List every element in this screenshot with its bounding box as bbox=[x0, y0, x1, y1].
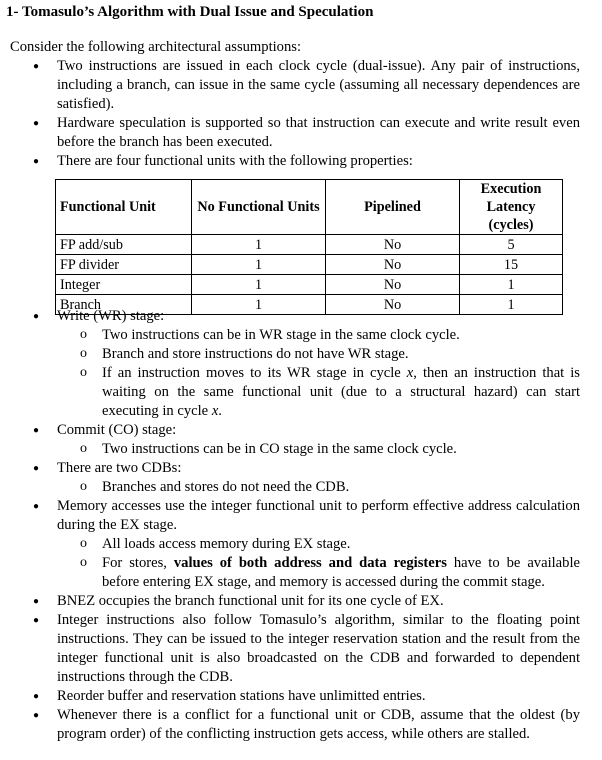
cycle-variable: x bbox=[211, 403, 219, 419]
memory-access-label: Memory accesses use the integer functional unit to perform effective address calculation during the EX stage. bbox=[57, 498, 580, 533]
list-item: ● Whenever there is a conflict for a functional unit or CDB, assume that the oldest (by program order) of the conflicting instruction gets access, while others are stalled. bbox=[0, 706, 602, 744]
cdb-sublist bbox=[57, 478, 580, 497]
table-cell: 1 bbox=[192, 255, 326, 275]
list-item bbox=[0, 307, 602, 421]
emphasis-text: values of both address and data registers bbox=[173, 555, 447, 571]
list-item bbox=[0, 459, 602, 497]
functional-unit-table bbox=[55, 179, 563, 315]
table-row bbox=[56, 255, 563, 275]
section-title: 1- Tomasulo’s Algorithm with Dual Issue and Speculation bbox=[6, 4, 374, 20]
co-stage-label: Commit (CO) stage: bbox=[57, 422, 177, 438]
assumption-list-top bbox=[0, 57, 602, 171]
list-item: ● Two instructions are issued in each clock cycle (dual-issue). Any pair of instructions, including a branch, can issue in the same cycle (assuming all necessary dependences are satisfied). bbox=[0, 57, 602, 114]
sub-list-item: o All loads access memory during EX stage. bbox=[57, 535, 580, 554]
table-row bbox=[56, 275, 563, 295]
table-cell: FP add/sub bbox=[56, 235, 192, 255]
table-cell: No bbox=[326, 255, 460, 275]
memory-sublist bbox=[57, 535, 580, 592]
cycle-variable: x bbox=[406, 365, 414, 381]
sub-list-item: o For stores, values of both address and data registers have to be available before entering EX stage, and memory is accessed during the commit stage. bbox=[57, 554, 580, 592]
table-cell: 1 bbox=[192, 275, 326, 295]
table-header: Functional Unit bbox=[56, 180, 192, 235]
wr-stage-label: Write (WR) stage: bbox=[57, 308, 165, 324]
list-item: ● BNEZ occupies the branch functional unit for its one cycle of EX. bbox=[0, 592, 602, 611]
table-header: No Functional Units bbox=[192, 180, 326, 235]
table-cell: 1 bbox=[192, 235, 326, 255]
intro-text: Consider the following architectural assumptions: bbox=[10, 39, 302, 55]
table-cell: No bbox=[326, 235, 460, 255]
table-cell: 1 bbox=[460, 275, 563, 295]
list-item: ● Hardware speculation is supported so that instruction can execute and write result even before the branch has been executed. bbox=[0, 114, 602, 152]
sub-list-item: o Branches and stores do not need the CDB. bbox=[57, 478, 580, 497]
wr-sublist bbox=[57, 326, 580, 421]
table-cell: 15 bbox=[460, 255, 563, 275]
table-cell: No bbox=[326, 295, 460, 315]
list-item bbox=[0, 497, 602, 592]
sub-list-item: o Two instructions can be in WR stage in the same clock cycle. bbox=[57, 326, 580, 345]
assumption-list-bottom bbox=[0, 307, 602, 744]
sub-list-item: o If an instruction moves to its WR stage in cycle x, then an instruction that is waiting on the same functional unit (due to a structural hazard) can start executing in cycle x. bbox=[57, 364, 580, 421]
sub-list-item: o Two instructions can be in CO stage in the same clock cycle. bbox=[57, 440, 580, 459]
list-item: ● Reorder buffer and reservation stations have unlimitted entries. bbox=[0, 687, 602, 706]
table-cell: No bbox=[326, 275, 460, 295]
table-header: Execution Latency (cycles) bbox=[460, 180, 563, 235]
sub-list-item: o Branch and store instructions do not have WR stage. bbox=[57, 345, 580, 364]
table-header-row bbox=[56, 180, 563, 235]
list-item bbox=[0, 421, 602, 459]
table-cell: 5 bbox=[460, 235, 563, 255]
table-cell: 1 bbox=[192, 295, 326, 315]
list-item: ● There are four functional units with the following properties: bbox=[0, 152, 602, 171]
table-header: Pipelined bbox=[326, 180, 460, 235]
table-cell: Branch bbox=[56, 295, 192, 315]
table-row bbox=[56, 235, 563, 255]
co-sublist bbox=[57, 440, 580, 459]
table-cell: FP divider bbox=[56, 255, 192, 275]
cdb-label: There are two CDBs: bbox=[57, 460, 182, 476]
list-item: ● Integer instructions also follow Tomasulo’s algorithm, similar to the floating point instructions. They can be issued to the integer reservation station and the result from the integer functional unit is also broadcasted on the CDB and forwarded to dependent instructions through the CDB. bbox=[0, 611, 602, 687]
table-cell: Integer bbox=[56, 275, 192, 295]
table-cell: 1 bbox=[460, 295, 563, 315]
